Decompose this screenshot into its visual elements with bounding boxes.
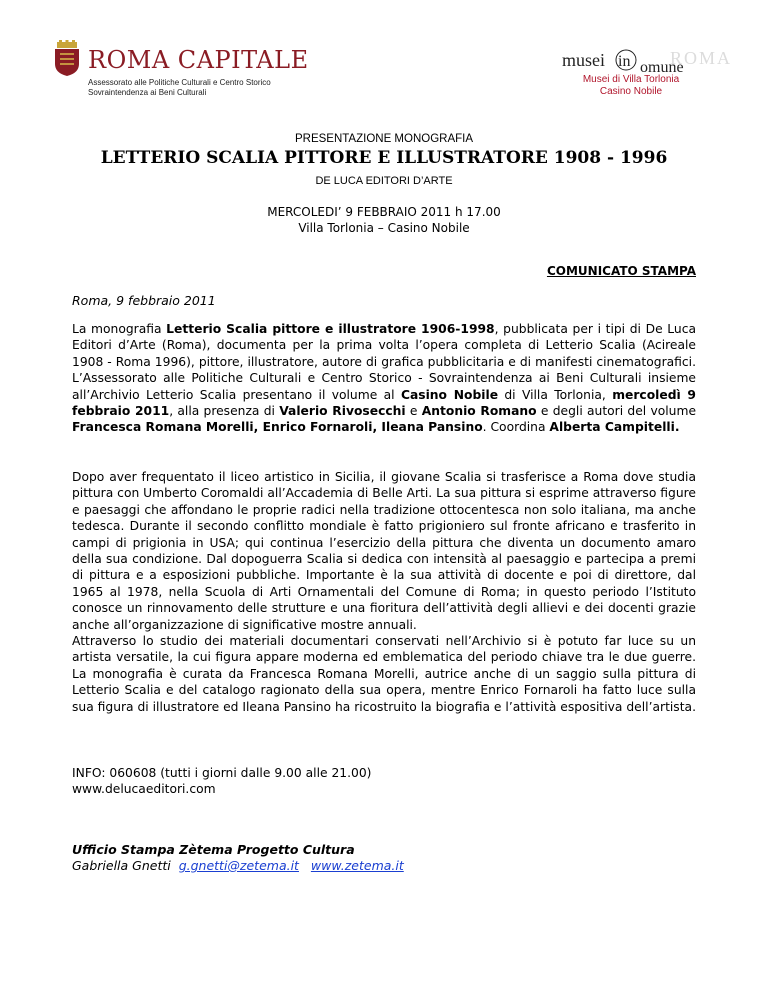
- info-phone: INFO: 060608 (tutti i giorni dalle 9.00 alle 21.00): [72, 766, 372, 780]
- assessorato-line: Assessorato alle Politiche Culturali e Centro Storico: [88, 78, 271, 87]
- authors-bold: Francesca Romana Morelli, Enrico Fornaroli, Ileana Pansino: [72, 420, 483, 435]
- musei-caption-line2: Casino Nobile: [599, 86, 663, 97]
- paragraph-archive: Attraverso lo studio dei materiali documentari conservati nell’Archivio si è potuto far luce su un artista versatile, la cui figura appare moderna ed emblematica del periodo chiave tra le due guerre. La monografia è curata da Francesca Romana Morelli, autrice anche di un saggio sulla pittura di Letterio Scalia e del catalogo ragionato della sua opera, mentre Enrico Fornaroli ha fatto luce sulla sua figura di illustratore ed Ileana Pansino ha ricostruito la biografia e l’attività espositiva dell’artista.: [72, 634, 696, 714]
- coordinator-bold: Alberta Campitelli.: [549, 420, 680, 435]
- comune-word: omune: [640, 59, 684, 76]
- musei-word: musei: [562, 50, 605, 70]
- paragraph-biography: Dopo aver frequentato il liceo artistico in Sicilia, il giovane Scalia si trasferisce a Roma dove studia pittura con Umberto Coromaldi all’Accademia di Belle Arti. La sua pittura si esprime attraverso figure e paesaggi che affondano le proprie radici nella tradizione ottocentesca non solo italiana, ma anche tedesca. Durante il secondo conflitto mondiale è fatto prigioniero sul fronte africano e trasferito in campi di prigionia in USA; qui continua l’esercizio della pittura che diventa un documento amaro della sua condizione. Dal dopoguerra Scalia si dedica con intensità al paesaggio e partecipa a premi di pittura e a esposizioni pubbliche. Importante è la sua attività di docente e poi di direttore, dal 1965 al 1978, nella Scuola di Arti Ornamentali del Comune di Roma; in questo periodo l’Istituto conosce un rinnovamento delle strutture e una fioritura dell’attività degli allievi e dei docenti grazie anche all’organizzazione di significative mostre annuali.: [72, 470, 696, 632]
- publisher-line: DE LUCA EDITORI D’ARTE: [315, 175, 453, 187]
- speaker-1: Valerio Rivosecchi: [279, 404, 406, 419]
- roma-capitale-title: ROMA CAPITALE: [88, 46, 309, 74]
- contact-website-link[interactable]: www.zetema.it: [310, 858, 404, 873]
- musei-caption-line1: Musei di Villa Torlonia: [582, 74, 680, 85]
- roma-capitale-subtitle: [88, 78, 271, 98]
- press-office-title: Ufficio Stampa Zètema Progetto Cultura: [72, 842, 355, 857]
- roma-capitale-logo: [54, 40, 309, 100]
- presentation-label: PRESENTAZIONE MONOGRAFIA: [294, 133, 474, 145]
- svg-text:ROMA: ROMA: [670, 48, 733, 68]
- info-website[interactable]: www.delucaeditori.com: [72, 782, 216, 797]
- venue-bold: Casino Nobile: [400, 387, 499, 402]
- dateline: Roma, 9 febbraio 2011: [72, 293, 216, 308]
- sovraintendenza-line: Sovraintendenza ai Beni Culturali: [88, 88, 207, 97]
- musei-caption: [556, 74, 706, 98]
- roma-crest-icon: [54, 42, 80, 76]
- contact-name: Gabriella Gnetti: [72, 858, 171, 873]
- book-title-bold: Letterio Scalia pittore e illustratore 1906-1998: [166, 322, 495, 336]
- musei-in-comune-wordmark: [562, 46, 733, 76]
- musei-in-comune-logo: [556, 38, 733, 102]
- event-datetime: MERCOLEDI’ 9 FEBBRAIO 2011 h 17.00: [267, 205, 501, 219]
- press-release-label: COMUNICATO STAMPA: [546, 264, 696, 278]
- book-title: LETTERIO SCALIA PITTORE E ILLUSTRATORE 1908 - 1996: [100, 148, 668, 168]
- info-block: [72, 765, 371, 798]
- in-word: in: [618, 53, 631, 70]
- speaker-2: Antonio Romano: [421, 404, 537, 419]
- press-contact: [72, 858, 404, 873]
- event-venue: Villa Torlonia – Casino Nobile: [298, 221, 470, 235]
- paragraph-intro: La monografia Letterio Scalia pittore e illustratore 1906-1998, pubblicata per i tipi di De Luca Editori d’Arte (Roma), documenta per la prima volta l’opera completa di Letterio Scalia (Acireale 1908 - Roma 1996), pittore, illustratore, autore di grafica pubblicitaria e di manifesti cinematografici. L’Assessorato alle Politiche Culturali e Centro Storico - Sovraintendenza ai Beni Culturali insieme all’Archivio Letterio Scalia presentano il volume al Casino Nobile di Villa Torlonia, mercoledì 9 febbraio 2011, alla presenza di Valerio Rivosecchi e Antonio Romano e degli autori del volume Francesca Romana Morelli, Enrico Fornaroli, Ileana Pansino. Coordina Alberta Campitelli.: [72, 322, 697, 435]
- contact-email-link[interactable]: g.gnetti@zetema.it: [178, 858, 299, 873]
- date-bold: mercoledì 9 febbraio 2011: [72, 387, 696, 419]
